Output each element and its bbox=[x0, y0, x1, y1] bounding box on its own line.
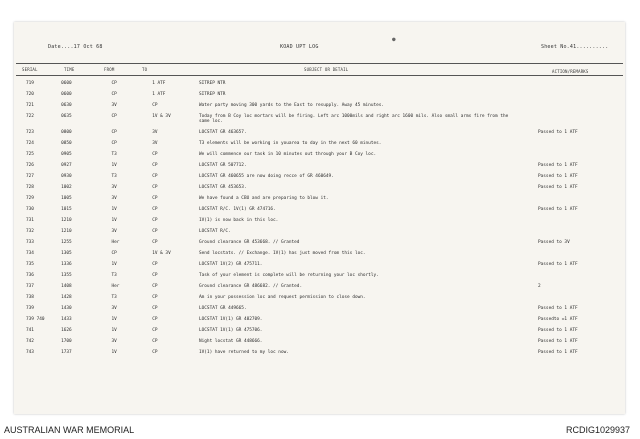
cell-from: 1V bbox=[111, 317, 117, 322]
cell-to: CP bbox=[152, 306, 158, 311]
col-from: FROM bbox=[104, 67, 115, 72]
cell-from: 3V bbox=[111, 306, 117, 311]
cell-serial: 723 bbox=[26, 130, 34, 135]
cell-time: 0927 bbox=[61, 163, 72, 168]
col-subject: SUBJECT OR DETAIL bbox=[304, 67, 349, 72]
log-sheet bbox=[14, 22, 625, 414]
cell-to: CP bbox=[152, 152, 158, 157]
cell-serial: 741 bbox=[26, 328, 34, 333]
log-row bbox=[14, 273, 625, 284]
cell-serial: 736 bbox=[26, 273, 34, 278]
cell-action: Passed to 1 ATF bbox=[538, 207, 578, 212]
log-row bbox=[14, 317, 625, 328]
cell-subject: LOCSTAT GR 449665. bbox=[199, 306, 247, 311]
col-action: ACTION/REMARKS bbox=[552, 69, 589, 74]
cell-from: Her bbox=[111, 284, 120, 289]
log-row bbox=[14, 141, 625, 152]
cell-from: 3V bbox=[111, 185, 117, 190]
cell-to: 3V bbox=[152, 141, 158, 146]
cell-action: Passedto =1 ATF bbox=[538, 317, 578, 322]
cell-serial: 727 bbox=[26, 174, 34, 179]
cell-from: 1V bbox=[111, 218, 117, 223]
cell-time: 1305 bbox=[61, 251, 72, 256]
cell-serial: 725 bbox=[26, 152, 34, 157]
cell-time: 1430 bbox=[61, 306, 72, 311]
cell-action: Passed to 1 ATF bbox=[538, 306, 578, 311]
cell-subject: We will commence our task in 10 minutes out through your B Coy loc. bbox=[199, 152, 377, 157]
cell-to: CP bbox=[152, 229, 158, 234]
cell-to: CP bbox=[152, 174, 158, 179]
header-rule-top bbox=[16, 63, 623, 64]
cell-action: Passed to 1 ATF bbox=[538, 350, 578, 355]
cell-from: CP bbox=[111, 114, 117, 119]
col-to: TO bbox=[142, 67, 148, 72]
log-row bbox=[14, 185, 625, 196]
cell-to: 1V & 3V bbox=[152, 251, 171, 256]
log-row bbox=[14, 130, 625, 141]
cell-time: 0635 bbox=[61, 114, 72, 119]
cell-to: CP bbox=[152, 328, 158, 333]
cell-time: 0850 bbox=[61, 141, 72, 146]
cell-to: CP bbox=[152, 273, 158, 278]
cell-serial: 719 bbox=[26, 81, 34, 86]
cell-time: 0600 bbox=[61, 81, 72, 86]
cell-serial: 722 bbox=[26, 114, 34, 119]
cell-serial: 731 bbox=[26, 218, 34, 223]
cell-to: CP bbox=[152, 295, 158, 300]
col-serial: SERIAL bbox=[22, 67, 38, 72]
log-row bbox=[14, 240, 625, 251]
cell-to: CP bbox=[152, 163, 158, 168]
cell-serial: 732 bbox=[26, 229, 34, 234]
log-row bbox=[14, 339, 625, 350]
cell-serial: 730 bbox=[26, 207, 34, 212]
cell-serial: 738 bbox=[26, 295, 34, 300]
cell-serial: 720 bbox=[26, 92, 34, 97]
log-row bbox=[14, 207, 625, 218]
log-row bbox=[14, 196, 625, 207]
cell-subject: LOCSTAT GR 460655 are now doing recce of GR 460649. bbox=[199, 174, 334, 179]
cell-to: CP bbox=[152, 284, 158, 289]
log-row bbox=[14, 251, 625, 262]
cell-serial: 737 bbox=[26, 284, 34, 289]
cell-serial: 742 bbox=[26, 339, 34, 344]
log-row bbox=[14, 262, 625, 273]
cell-to: 1 ATF bbox=[152, 92, 166, 97]
cell-action: Passed to 3V bbox=[538, 240, 570, 245]
cell-serial: 735 bbox=[26, 262, 34, 267]
cell-to: CP bbox=[152, 207, 158, 212]
cell-from: CP bbox=[111, 81, 117, 86]
cell-serial: 726 bbox=[26, 163, 34, 168]
punch-mark: ● bbox=[392, 36, 396, 43]
cell-time: 0905 bbox=[61, 152, 72, 157]
cell-subject: LOCSTAT GR 507712. bbox=[199, 163, 247, 168]
cell-time: 1015 bbox=[61, 207, 72, 212]
cell-to: CP bbox=[152, 317, 158, 322]
cell-time: 1005 bbox=[61, 196, 72, 201]
cell-from: 3V bbox=[111, 196, 117, 201]
cell-to: CP bbox=[152, 240, 158, 245]
cell-time: 1210 bbox=[61, 218, 72, 223]
cell-time: 0800 bbox=[61, 130, 72, 135]
cell-time: 1700 bbox=[61, 339, 72, 344]
cell-from: 1V bbox=[111, 207, 117, 212]
cell-subject: Send locstats. // Exchange. 1V(1) has just moved from this loc. bbox=[199, 251, 366, 256]
cell-to: CP bbox=[152, 339, 158, 344]
cell-to: 3V bbox=[152, 130, 158, 135]
cell-action: Passed to 1 ATF bbox=[538, 163, 578, 168]
log-row bbox=[14, 152, 625, 163]
cell-subject: Ground clearance GR 453668. // Granted bbox=[199, 240, 300, 245]
cell-to: CP bbox=[152, 196, 158, 201]
footer-source: AUSTRALIAN WAR MEMORIAL bbox=[4, 425, 135, 435]
cell-serial: 739 740 bbox=[26, 317, 45, 322]
cell-subject: Today from B Coy loc mortars will be firing. Left arc 1000mils and right arc 1600 mils. Also small arms fire from the same loc. bbox=[199, 114, 509, 124]
cell-time: 1737 bbox=[61, 350, 72, 355]
cell-subject: 1V(1) have returned to my loc now. bbox=[199, 350, 289, 355]
cell-time: 1408 bbox=[61, 284, 72, 289]
cell-to: CP bbox=[152, 218, 158, 223]
cell-to: 1V & 3V bbox=[152, 114, 171, 119]
cell-time: 0630 bbox=[61, 103, 72, 108]
cell-from: 1V bbox=[111, 262, 117, 267]
cell-to: CP bbox=[152, 185, 158, 190]
log-row bbox=[14, 174, 625, 185]
log-row bbox=[14, 218, 625, 229]
log-row bbox=[14, 229, 625, 240]
cell-time: 1255 bbox=[61, 240, 72, 245]
cell-subject: Night locstat GR 448666. bbox=[199, 339, 263, 344]
cell-from: 3V bbox=[111, 103, 117, 108]
cell-from: CP bbox=[111, 130, 117, 135]
cell-from: CP bbox=[111, 141, 117, 146]
cell-time: 1626 bbox=[61, 328, 72, 333]
cell-serial: 733 bbox=[26, 240, 34, 245]
log-row bbox=[14, 92, 625, 103]
log-row bbox=[14, 163, 625, 174]
header-rule-bottom bbox=[16, 75, 623, 76]
cell-time: 0600 bbox=[61, 92, 72, 97]
log-row bbox=[14, 81, 625, 92]
cell-subject: LOCSTAT GR 463657. bbox=[199, 130, 247, 135]
cell-action: Passed to 1 ATF bbox=[538, 130, 578, 135]
cell-serial: 728 bbox=[26, 185, 34, 190]
cell-from: T3 bbox=[111, 174, 117, 179]
cell-subject: SITREP NTR bbox=[199, 81, 226, 86]
cell-subject: We have found a CBU and are preparing to blow it. bbox=[199, 196, 329, 201]
log-row bbox=[14, 328, 625, 339]
cell-time: 1355 bbox=[61, 273, 72, 278]
cell-from: 1V bbox=[111, 328, 117, 333]
log-row bbox=[14, 306, 625, 317]
cell-action: Passed to 1 ATF bbox=[538, 262, 578, 267]
log-row bbox=[14, 103, 625, 114]
cell-subject: LOCSTAT GR 453653. bbox=[199, 185, 247, 190]
cell-serial: 734 bbox=[26, 251, 34, 256]
cell-from: CP bbox=[111, 92, 117, 97]
log-entries bbox=[14, 81, 625, 361]
cell-subject: LOCSTAT 1V(1) GR 475706. bbox=[199, 328, 263, 333]
cell-to: 1 ATF bbox=[152, 81, 166, 86]
cell-from: CP bbox=[111, 251, 117, 256]
col-time: TIME bbox=[64, 67, 75, 72]
cell-subject: Ground clearance GR 486682. // Granted. bbox=[199, 284, 303, 289]
cell-action: Passed to 1 ATF bbox=[538, 328, 578, 333]
log-row bbox=[14, 350, 625, 361]
cell-serial: 721 bbox=[26, 103, 34, 108]
cell-subject: LOCSTAT R/C. 1V(1) GR 474716. bbox=[199, 207, 276, 212]
cell-serial: 739 bbox=[26, 306, 34, 311]
cell-subject: LOCSTAT R/C. bbox=[199, 229, 231, 234]
cell-time: 1428 bbox=[61, 295, 72, 300]
cell-from: T3 bbox=[111, 152, 117, 157]
date-label: Date....17 Oct 68 bbox=[48, 44, 103, 50]
cell-subject: Task of your element is complete will be returning your loc shortly. bbox=[199, 273, 379, 278]
cell-serial: 724 bbox=[26, 141, 34, 146]
cell-from: Her bbox=[111, 240, 120, 245]
cell-from: T3 bbox=[111, 273, 117, 278]
log-row bbox=[14, 284, 625, 295]
cell-time: 1336 bbox=[61, 262, 72, 267]
cell-subject: 1V(1) is now back in this loc. bbox=[199, 218, 279, 223]
cell-serial: 743 bbox=[26, 350, 34, 355]
cell-time: 1433 bbox=[61, 317, 72, 322]
cell-from: 3V bbox=[111, 229, 117, 234]
cell-subject: SITREP NTR bbox=[199, 92, 226, 97]
log-row bbox=[14, 114, 625, 130]
cell-to: CP bbox=[152, 350, 158, 355]
cell-action: Passed to 1 ATF bbox=[538, 339, 578, 344]
sheet-number: Sheet No.41.......... bbox=[541, 44, 609, 50]
cell-subject: Water party moving 300 yards to the East to resupply. Away 45 minutes. bbox=[199, 103, 385, 108]
log-row bbox=[14, 295, 625, 306]
cell-subject: LOCSTAT 1V(1) GR 482709. bbox=[199, 317, 263, 322]
cell-from: 3V bbox=[111, 339, 117, 344]
cell-action: Passed to 1 ATF bbox=[538, 174, 578, 179]
cell-from: 1V bbox=[111, 163, 117, 168]
log-title: KOAD UPT LOG bbox=[280, 44, 319, 50]
cell-time: 1002 bbox=[61, 185, 72, 190]
cell-to: CP bbox=[152, 103, 158, 108]
cell-time: 0930 bbox=[61, 174, 72, 179]
cell-subject: LOCSTAT 1V(2) GR 475711. bbox=[199, 262, 263, 267]
cell-from: 1V bbox=[111, 350, 117, 355]
cell-subject: Am in your possession loc and request permission to close down. bbox=[199, 295, 366, 300]
cell-subject: T3 elements will be working in youarea to day in the next 60 minutes. bbox=[199, 141, 382, 146]
cell-to: CP bbox=[152, 262, 158, 267]
cell-action: Passed to 1 ATF bbox=[538, 185, 578, 190]
footer-id: RCDIG1029937 bbox=[566, 425, 631, 435]
cell-time: 1210 bbox=[61, 229, 72, 234]
cell-serial: 729 bbox=[26, 196, 34, 201]
cell-action: 2 bbox=[538, 284, 541, 289]
cell-from: T3 bbox=[111, 295, 117, 300]
